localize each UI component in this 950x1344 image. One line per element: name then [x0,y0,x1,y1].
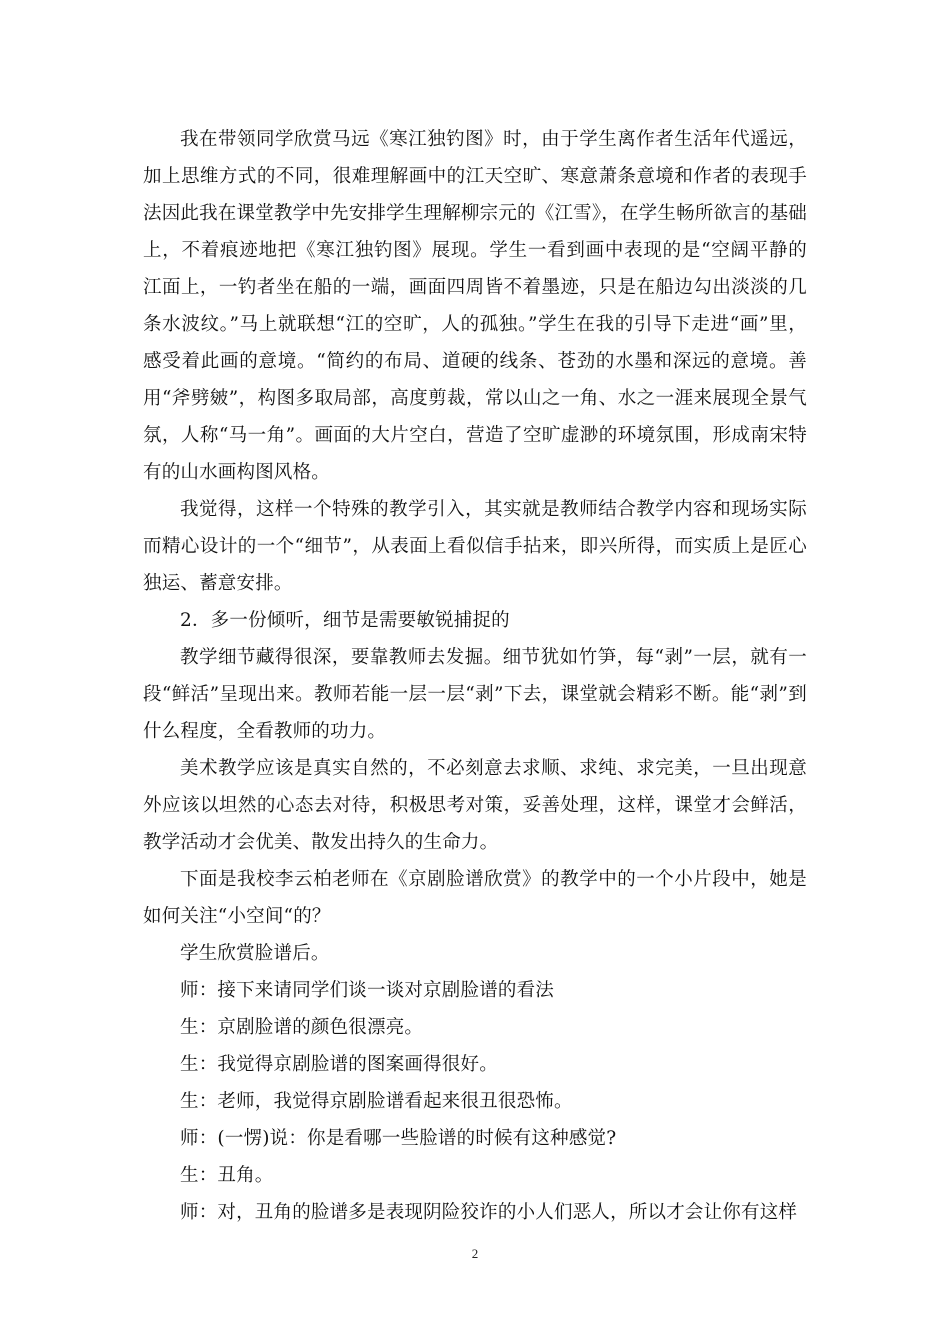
dialogue-line: 师：(一愣)说：你是看哪一些脸谱的时候有这种感觉? [180,1128,617,1149]
dialogue-line: 生：京剧脸谱的颜色很漂亮。 [180,1017,424,1038]
paragraph-2: 我觉得，这样一个特殊的教学引入，其实就是教师结合教学内容和现场实际而精心设计的一个“细节”，从表面上看似信手拈来，即兴所得，而实质上是匠心独运、蓄意安排。 [143,499,807,594]
paragraph-3: 教学细节藏得很深，要靠教师去发掘。细节犹如竹笋，每“剥”一层，就有一段“鲜活”呈现出来。教师若能一层一层“剥”下去，课堂就会精彩不断。能“剥”到什么程度，全看教师的功力。 [143,647,807,742]
page-body [143,121,807,1231]
paragraph-4: 美术教学应该是真实自然的，不必刻意去求顺、求纯、求完美，一旦出现意外应该以坦然的心态去对待，积极思考对策，妥善处理，这样，课堂才会鲜活，教学活动才会优美、散发出持久的生命力。 [143,758,807,853]
paragraph-5: 下面是我校李云柏老师在《京剧脸谱欣赏》的教学中的一个小片段中，她是如何关注“小空间“的？ [143,869,807,927]
paragraph-1: 我在带领同学欣赏马远《寒江独钓图》时，由于学生离作者生活年代遥远，加上思维方式的不同，很难理解画中的江天空旷、寒意萧条意境和作者的表现手法因此我在课堂教学中先安排学生理解柳宗元的《江雪》，在学生畅所欲言的基础上，不着痕迹地把《寒江独钓图》展现。学生一看到画中表现的是“空阔平静的江面上，一钓者坐在船的一端，画面四周皆不着墨迹，只是在船边勾出淡淡的几条水波纹。”马上就联想“江的空旷，人的孤独。”学生在我的引导下走进“画”里，感受着此画的意境。“简约的布局、道硬的线条、苍劲的水墨和深远的意境。善用“斧劈皴”，构图多取局部，高度剪裁，常以山之一角、水之一涯来展现全景气氛，人称“马一角”。画面的大片空白，营造了空旷虚渺的环境氛围，形成南宋特有的山水画构图风格。 [143,129,807,483]
dialogue-line: 生：我觉得京剧脸谱的图案画得很好。 [180,1054,498,1075]
page-number: 2 [471,1246,479,1261]
dialogue-line: 生：老师，我觉得京剧脸谱看起来很丑很恐怖。 [180,1091,573,1112]
section-heading: 2．多一份倾听，细节是需要敏锐捕捉的 [180,610,510,631]
dialogue-line: 师：接下来请同学们谈一谈对京剧脸谱的看法 [180,980,555,1001]
dialogue-line: 师：对，丑角的脸谱多是表现阴险狡诈的小人们恶人，所以才会让你有这样 [180,1202,798,1223]
dialogue-line: 生：丑角。 [180,1165,274,1186]
dialogue-intro: 学生欣赏脸谱后。 [180,943,330,964]
